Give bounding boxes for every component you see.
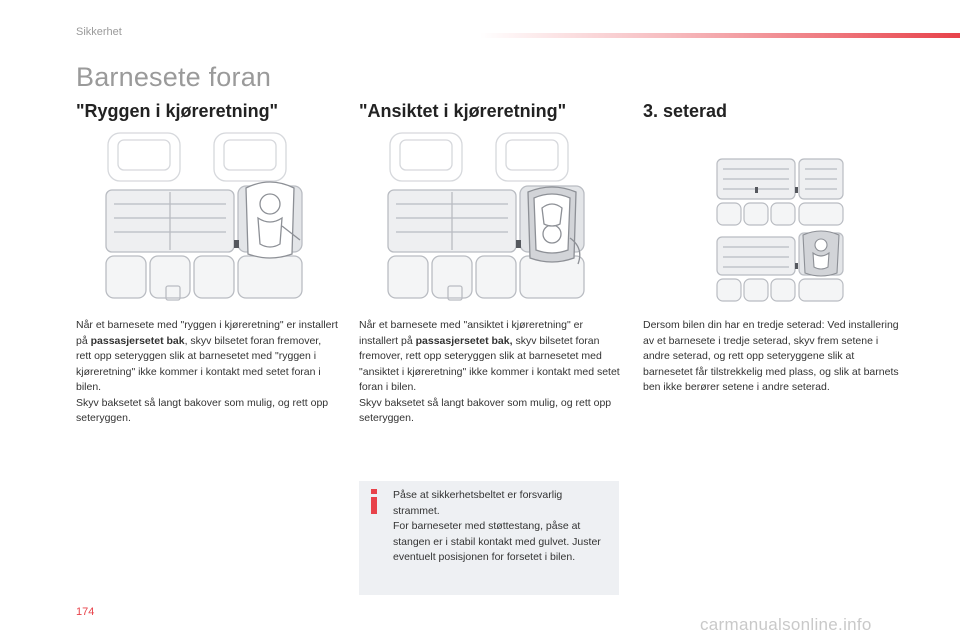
text-emphasis: passasjersetet bak, — [415, 334, 513, 347]
text-emphasis: passasjersetet bak — [90, 334, 185, 347]
info-line: Påse at sikkerhetsbeltet er forsvarlig strammet. — [393, 489, 563, 517]
watermark: carmanualsonline.info — [700, 615, 872, 634]
text-part: Skyv baksetet så langt bakover som mulig, og rett opp seteryggen. — [359, 396, 612, 424]
text-part: Skyv baksetet så langt bakover som mulig, og rett opp seteryggen. — [76, 396, 329, 424]
info-text — [393, 488, 609, 566]
header-accent-bar — [480, 33, 960, 38]
text-part: skyv bilsetet foran fremover, rett opp seteryggen slik at barnesetet med "ansiktet i kjøreretning" ikke kommer i kontakt med setet foran i bilen. — [359, 334, 620, 393]
third-row-seats-icon — [713, 155, 853, 312]
page-title: Barnesete foran — [76, 62, 272, 92]
forward-facing-child-seat-icon — [378, 128, 598, 313]
info-box — [359, 481, 619, 595]
rear-facing-child-seat-icon — [96, 128, 316, 313]
info-line: For barneseter med støttestang, påse at stangen er i stabil kontakt med gulvet. Juster eventuelt posisjonen for forsetet i bilen. — [393, 520, 601, 563]
text-part: Når et barnesete med "ansiktet i kjøreretning" er installert på — [359, 319, 583, 347]
text-part: Når et barnesete med "ryggen i kjøreretning" er installert på — [76, 319, 338, 347]
column-text-rear-facing — [76, 318, 338, 427]
section-label: Sikkerhet — [76, 26, 122, 38]
column-heading-forward-facing: "Ansiktet i kjøreretning" — [359, 101, 567, 121]
text-part: , skyv bilsetet foran fremover, rett opp seteryggen slik at barnesetet med "ryggen i kjøreretning" ikke kommer i kontakt med setet foran i bilen. — [76, 334, 322, 393]
column-heading-rear-facing: "Ryggen i kjøreretning" — [76, 101, 279, 121]
column-heading-third-row: 3. seterad — [643, 101, 728, 121]
column-text-forward-facing — [359, 318, 621, 427]
info-icon — [371, 489, 379, 513]
column-text-third-row: Dersom bilen din har en tredje seterad: Ved installering av et barnesete i tredje seterad, skyv frem setene i andre seterad, og rett opp seteryggene slik at barnesetet får tilstrekkelig med plass, og slik at barnets ben ikke berører setene i andre seterad. — [643, 319, 899, 393]
page-number: 174 — [76, 606, 95, 618]
